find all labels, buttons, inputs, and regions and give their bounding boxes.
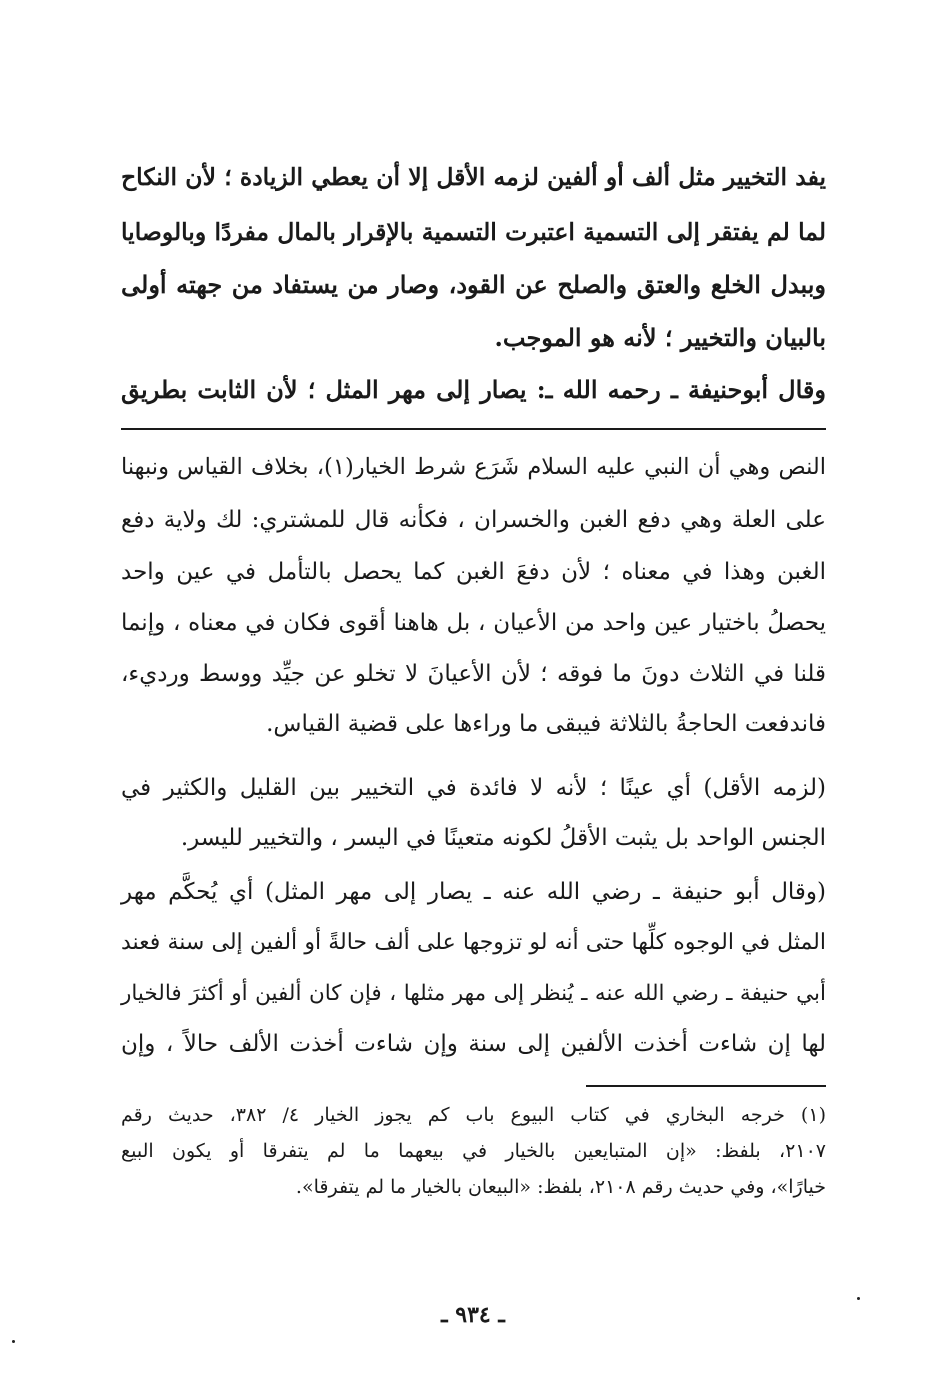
sharh-line: لها إن شاءت أخذت الألفين إلى سنة وإن شاءت أخذت الألف حالاً ، وإن xyxy=(121,1031,826,1057)
sharh-line: الجنس الواحد بل يثبت الأقلُ لكونه متعينًا في اليسر ، والتخيير لليسر. xyxy=(180,825,826,851)
sharh-line: فاندفعت الحاجةُ بالثلاثة فيبقى ما وراءها على قضية القياس. xyxy=(266,711,826,737)
sharh-line: على العلة وهي دفع الغبن والخسران ، فكأنه قال للمشتري: لك ولاية دفع xyxy=(121,507,826,533)
footnote-separator-rule xyxy=(586,1085,826,1087)
sharh-line: (وقال أبو حنيفة ـ رضي الله عنه ـ يصار إلى مهر المثل) أي يُحكَّم مهر xyxy=(121,879,826,905)
sharh-line: يحصلُ باختيار عين واحد من الأعيان ، بل هاهنا أقوى فكان في معناه ، وإنما xyxy=(121,610,826,636)
matn-line: بالبيان والتخيير ؛ لأنه هو الموجب. xyxy=(494,323,826,352)
scan-speck xyxy=(857,1297,860,1300)
sharh-line: أبي حنيفة ـ رضي الله عنه ـ يُنظر إلى مهر مثلها ، فإن كان ألفين أو أكثرَ فالخيار xyxy=(121,981,826,1006)
matn-separator-rule xyxy=(121,428,826,430)
matn-line: وقال أبوحنيفة ـ رحمه الله ـ: يصار إلى مهر المثل ؛ لأن الثابت بطريق xyxy=(121,375,826,404)
page-number: ـ ٩٣٤ ـ xyxy=(441,1302,505,1328)
matn-line: لما لم يفتقر إلى التسمية اعتبرت التسمية بالإقرار بالمال مفردًا وبالوصايا xyxy=(121,218,826,246)
sharh-line: المثل في الوجوه كلِّها حتى أنه لو تزوجها على ألف حالةً أو ألفين إلى سنة فعند xyxy=(121,930,826,955)
footnote-line: (١) خرجه البخاري في كتاب البيوع باب كم يجوز الخيار ٤/ ٣٨٢، حديث رقم xyxy=(121,1104,826,1126)
footnote-line: ٢١٠٧، بلفظ: «إن المتبايعين بالخيار في بيعهما ما لم يتفرقا أو يكون البيع xyxy=(121,1140,826,1162)
footnote-line: خيارًا»، وفي حديث رقم ٢١٠٨، بلفظ: «البيعان بالخيار ما لم يتفرقا». xyxy=(295,1176,826,1198)
matn-line: وببدل الخلع والعتق والصلح عن القود، وصار من يستفاد من جهته أولى xyxy=(121,270,826,299)
scan-speck xyxy=(12,1340,15,1343)
sharh-line: الغبن وهذا في معناه ؛ لأن دفعَ الغبن كما يحصل بالتأمل في عين واحد xyxy=(121,559,826,585)
sharh-line: قلنا في الثلاث دونَ ما فوقه ؛ لأن الأعيانَ لا تخلو عن جيِّد ووسط ورديء، xyxy=(121,661,826,687)
sharh-line: (لزمه الأقل) أي عينًا ؛ لأنه لا فائدة في التخيير بين القليل والكثير في xyxy=(121,775,826,801)
sharh-line: النص وهي أن النبي عليه السلام شَرَع شرط الخيار(١)، بخلاف القياس ونبهنا xyxy=(121,454,826,480)
matn-line: يفد التخيير مثل ألف أو ألفين لزمه الأقل إلا أن يعطي الزيادة ؛ لأن النكاح xyxy=(121,163,826,191)
